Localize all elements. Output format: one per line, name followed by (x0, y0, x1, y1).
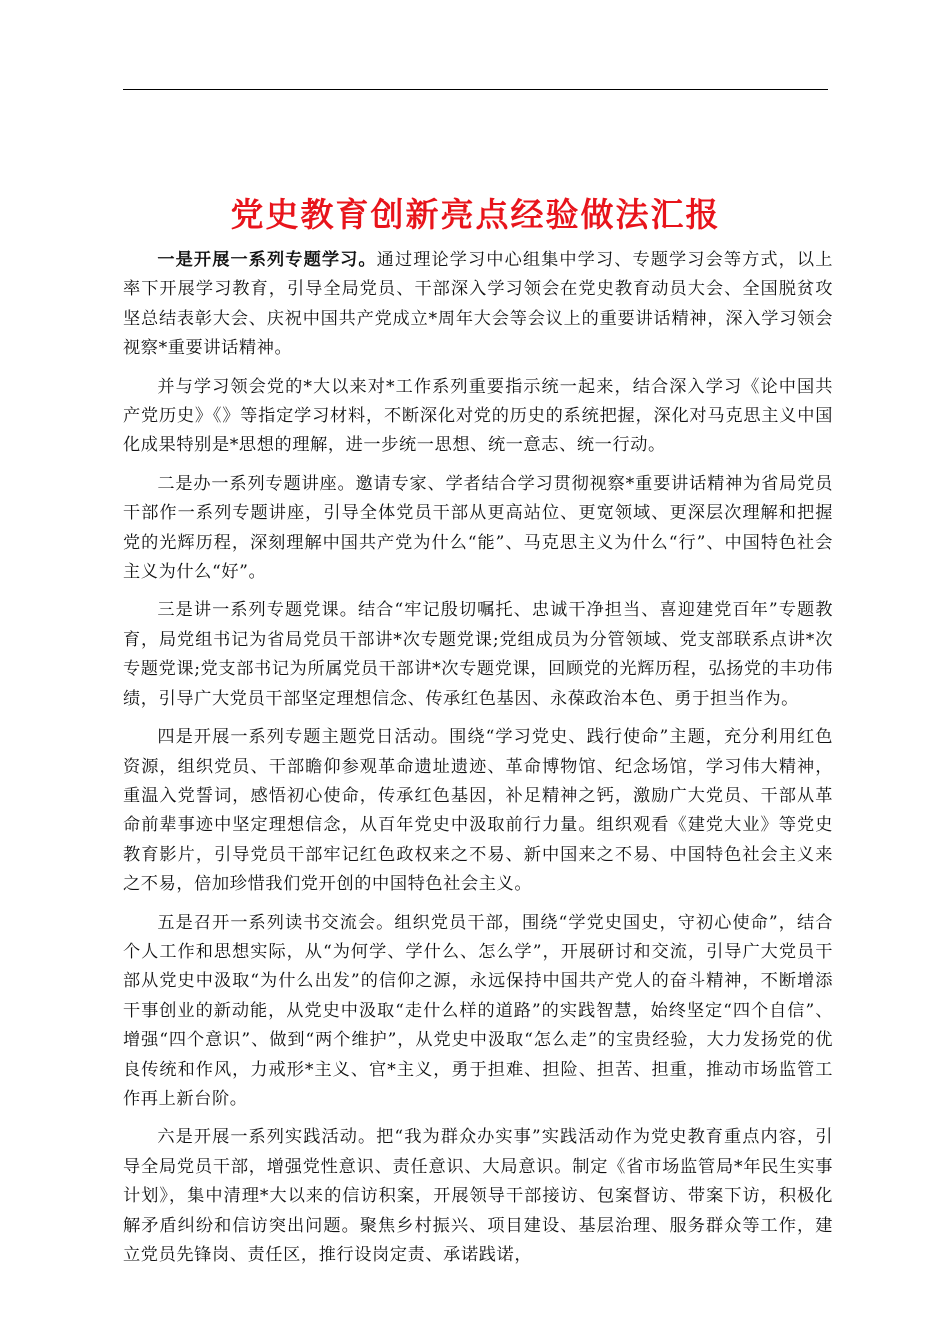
paragraph-6-text: 五是召开一系列读书交流会。组织党员干部，围绕“学党史国史，守初心使命”，结合个人工作和思想实际，从“为何学、学什么、怎么学”，开展研讨和交流，引导广大党员干部从党史中汲取“为什么出发”的信仰之源，永远保持中国共产党人的奋斗精神，不断增添干事创业的新动能，从党史中汲取“走什么样的道路”的实践智慧，始终坚定“四个自信”、增强“四个意识”、做到“两个维护”，从党史中汲取“怎么走”的宝贵经验，大力发扬党的优良传统和作风，力戒形*主义、官*主义，勇于担难、担险、担苦、担重，推动市场监管工作再上新台阶。 (123, 912, 833, 1109)
paragraph-7-text: 六是开展一系列实践活动。把“我为群众办实事”实践活动作为党史教育重点内容，引导全局党员干部，增强党性意识、责任意识、大局意识。制定《省市场监管局*年民生实事计划》，集中清理*大以来的信访积案，开展领导干部接访、包案督访、带案下访，积极化解矛盾纠纷和信访突出问题。聚焦乡村振兴、项目建设、基层治理、服务群众等工作，建立党员先锋岗、责任区，推行设岗定责、承诺践诺， (123, 1127, 833, 1265)
paragraph-5 (123, 723, 833, 899)
paragraph-1-text: 通过理论学习中心组集中学习、专题学习会等方式，以上率下开展学习教育，引导全局党员、干部深入学习领会在党史教育动员大会、全国脱贫攻坚总结表彰大会、庆祝中国共产党成立*周年大会等会议上的重要讲话精神，深入学习领会视察*重要讲话精神。 (123, 250, 833, 359)
document-title: 党史教育创新亮点经验做法汇报 (230, 195, 721, 234)
paragraph-4-text: 三是讲一系列专题党课。结合“牢记殷切嘱托、忠诚干净担当、喜迎建党百年”专题教育，局党组书记为省局党员干部讲*次专题党课;党组成员为分管领域、党支部联系点讲*次专题党课;党支部书记为所属党员干部讲*次专题党课，回顾党的光辉历程，弘扬党的丰功伟绩，引导广大党员干部坚定理想信念、传承红色基因、永葆政治本色、勇于担当作为。 (123, 600, 833, 709)
paragraph-7 (123, 1123, 833, 1270)
paragraph-3-text: 二是办一系列专题讲座。邀请专家、学者结合学习贯彻视察*重要讲话精神为省局党员干部作一系列专题讲座，引导全体党员干部从更高站位、更宽领域、更深层次理解和把握党的光辉历程，深刻理解中国共产党为什么“能”、马克思主义为什么“行”、中国特色社会主义为什么“好”。 (123, 473, 833, 583)
header-rule (123, 89, 828, 90)
paragraph-3 (123, 470, 833, 588)
document-body (123, 246, 833, 1279)
paragraph-5-text: 四是开展一系列专题主题党日活动。围绕“学习党史、践行使命”主题，充分利用红色资源，组织党员、干部瞻仰参观革命遗址遗迹、革命博物馆、纪念场馆，学习伟大精神，重温入党誓词，感悟初心使命，传承红色基因，补足精神之钙，激励广大党员、干部从革命前辈事迹中坚定理想信念，从百年党史中汲取前行力量。组织观看《建党大业》等党史教育影片，引导党员干部牢记红色政权来之不易、新中国来之不易、中国特色社会主义来之不易，倍加珍惜我们党开创的中国特色社会主义。 (123, 727, 833, 895)
paragraph-1 (123, 246, 833, 364)
paragraph-4 (123, 596, 833, 714)
paragraph-2-text: 并与学习领会党的*大以来对*工作系列重要指示统一起来，结合深入学习《论中国共产党历史》《》等指定学习材料，不断深化对党的历史的系统把握，深化对马克思主义中国化成果特别是*思想的理解，进一步统一思想、统一意志、统一行动。 (123, 376, 833, 456)
paragraph-1-lead: 一是开展一系列专题学习。 (157, 250, 377, 270)
paragraph-2 (123, 373, 833, 461)
paragraph-6 (123, 909, 833, 1115)
